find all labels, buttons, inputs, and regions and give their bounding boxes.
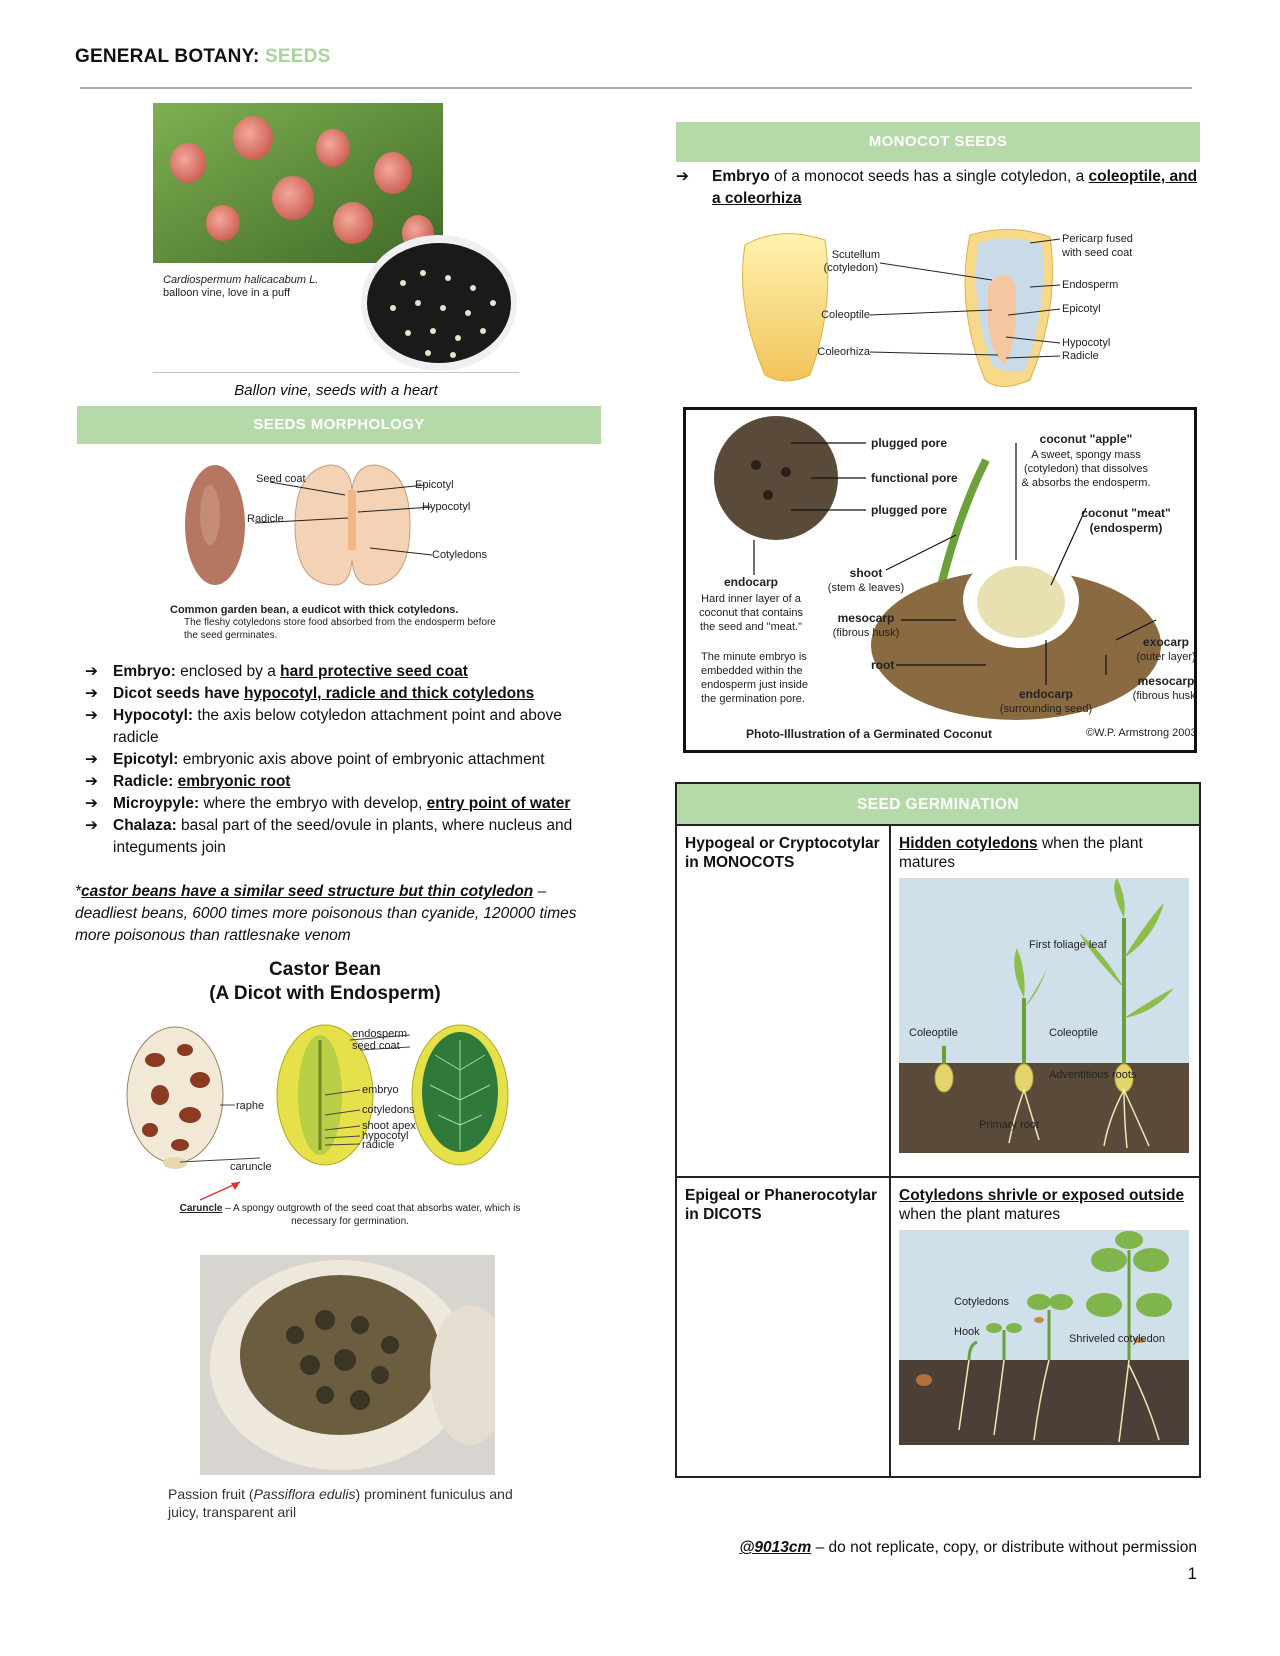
germination-monocot-desc: Hidden cotyledons when the plant matures First foliage leaf Coleoptile Coleoptile Adventitious roots Primary root <box>890 825 1200 1177</box>
bean-diagram <box>170 460 510 650</box>
coconut-label-endocarp-3: the seed and "meat." <box>700 621 802 633</box>
castor-label-caruncle: caruncle <box>230 1161 272 1173</box>
monocot-label-primary-root: Primary root <box>979 1119 1039 1131</box>
coconut-label-minute-1: The minute embryo is <box>701 651 807 663</box>
bean-label-hypocotyl: Hypocotyl <box>422 501 471 513</box>
bean-figure <box>170 460 510 650</box>
corn-kernel-diagram <box>730 225 1150 395</box>
balloon-caption: Ballon vine, seeds with a heart <box>234 382 438 399</box>
balloon-vine-figure <box>153 103 519 373</box>
corn-label-coleorhiza: Coleorhiza <box>817 346 870 358</box>
dicot-label-shriveled: Shriveled cotyledon <box>1069 1333 1166 1345</box>
castor-title <box>150 958 500 1006</box>
dicot-label-hook: Hook <box>954 1326 980 1338</box>
monocot-label-coleoptile-right: Coleoptile <box>1049 1027 1098 1039</box>
germination-row-dicot <box>676 1177 1200 1477</box>
footer-notice <box>680 1539 1197 1557</box>
coconut-label-shoot: shoot <box>849 566 883 580</box>
corn-label-coleoptile: Coleoptile <box>821 309 870 321</box>
title-prefix: GENERAL BOTANY: <box>75 46 266 67</box>
corn-label-pericarp: Pericarp fused <box>1062 233 1133 245</box>
monocot-label-adventitious: Adventitious roots <box>1049 1069 1137 1081</box>
balloon-vine-illustration <box>153 103 519 373</box>
corn-label-scutellum: Scutellum <box>831 249 880 261</box>
bean-label-seed-coat: Seed coat <box>256 473 306 485</box>
coconut-photo-title: Photo-Illustration of a Germinated Coconut <box>746 727 992 741</box>
coconut-label-mesocarp: mesocarp <box>837 611 895 625</box>
coconut-label-apple-title: coconut "apple" <box>1039 432 1133 446</box>
castor-label-raphe: raphe <box>236 1100 265 1112</box>
footer-handle[interactable]: @9013cm <box>739 1539 812 1556</box>
coconut-label-shoot-2: (stem & leaves) <box>827 582 905 594</box>
castor-label-seed-coat: seed coat <box>352 1040 400 1052</box>
balloon-species-label: Cardiospermum halicacabum L. <box>163 274 319 286</box>
bullet-radicle: ➔ Radicle: embryonic root <box>85 773 291 790</box>
monocot-seeds-band: MONOCOT SEEDS <box>676 122 1200 162</box>
corn-label-epicotyl: Epicotyl <box>1062 303 1101 315</box>
coconut-label-mesocarp-b2: (fibrous husk) <box>1132 690 1194 702</box>
dicot-label-cotyledons: Cotyledons <box>954 1296 1010 1308</box>
bullet-hypocotyl: ➔ Hypocotyl: the axis below cotyledon attachment point and above radicle <box>85 707 562 746</box>
germination-table <box>675 782 1201 1478</box>
corn-kernel-figure <box>730 225 1150 395</box>
castor-note: *castor beans have a similar seed structure but thin cotyledon – deadliest beans, 6000 times more poisonous than cyanide, 120000 times more poisonous than rattlesnake venom <box>75 883 577 944</box>
coconut-diagram <box>686 410 1194 750</box>
castor-label-shoot-apex: shoot apex <box>362 1120 416 1132</box>
monocot-bullet: ➔ Embryo of a monocot seeds has a single cotyledon, a coleoptile, and a coleorhiza <box>676 168 1198 207</box>
passion-fruit-photo <box>200 1255 495 1475</box>
coconut-label-endocarp-1: Hard inner layer of a <box>701 593 801 605</box>
caruncle-caption: Caruncle – A spongy outgrowth of the seed coat that absorbs water, which is necessary for germination. <box>179 1203 521 1227</box>
bean-label-cotyledons: Cotyledons <box>432 549 488 561</box>
coconut-credit: ©W.P. Armstrong 2003 <box>1086 727 1194 739</box>
page-number: 1 <box>1187 1564 1197 1583</box>
castor-diagram <box>120 1020 540 1230</box>
passion-caption: Passion fruit (Passiflora edulis) prominent funiculus and juicy, transparent aril <box>168 1486 513 1520</box>
castor-label-radicle: radicle <box>362 1139 395 1151</box>
bullet-chalaza: ➔ Chalaza: basal part of the seed/ovule in plants, where nucleus and integuments join <box>85 817 573 856</box>
bean-caption-2: The fleshy cotyledons store food absorbed from the endosperm before the seed germinates. <box>184 617 496 641</box>
coconut-label-mesocarp-2: (fibrous husk) <box>832 627 900 639</box>
morphology-bullets <box>75 661 605 859</box>
corn-label-endosperm: Endosperm <box>1062 279 1119 291</box>
coconut-label-minute-2: embedded within the <box>701 665 803 677</box>
castor-title-2: (A Dicot with Endosperm) <box>209 983 441 1004</box>
seeds-morphology-band: SEEDS MORPHOLOGY <box>77 406 601 444</box>
germination-dicot-type: Epigeal or Phanerocotylar in DICOTS <box>676 1177 890 1477</box>
coconut-figure <box>683 407 1197 753</box>
bean-label-epicotyl: Epicotyl <box>415 479 454 491</box>
passion-fruit-illustration <box>200 1255 495 1475</box>
bullet-dicot: ➔ Dicot seeds have hypocotyl, radicle and thick cotyledons <box>85 685 535 702</box>
footer-text: – do not replicate, copy, or distribute without permission <box>811 1539 1197 1556</box>
germination-dicot-desc: Cotyledons shrivle or exposed outside when the plant matures Cotyledons Hook Shriveled cotyledon <box>890 1177 1200 1477</box>
castor-title-1: Castor Bean <box>269 959 381 980</box>
castor-figure <box>120 1020 540 1230</box>
coconut-label-endocarp-2: coconut that contains <box>699 607 803 619</box>
bullet-embryo: ➔ Embryo: enclosed by a hard protective seed coat <box>85 663 468 680</box>
bullet-micropyle: ➔ Microypyle: where the embryo with develop, entry point of water <box>85 795 571 812</box>
title-accent: SEEDS <box>265 46 331 67</box>
germination-band: SEED GERMINATION <box>676 783 1200 825</box>
coconut-label-endocarp-b2: (surrounding seed) <box>999 703 1093 715</box>
coconut-label-apple-3: & absorbs the endosperm. <box>1021 477 1151 489</box>
bean-label-radicle: Radicle <box>247 513 284 525</box>
coconut-label-minute-4: the germination pore. <box>701 693 805 705</box>
castor-label-hypocotyl: hypocotyl <box>362 1130 409 1142</box>
coconut-label-plugged-1: plugged pore <box>871 436 947 450</box>
corn-label-hypocotyl: Hypocotyl <box>1062 337 1111 349</box>
corn-label-cotyledon: (cotyledon) <box>823 262 878 274</box>
corn-label-radicle: Radicle <box>1062 350 1099 362</box>
corn-label-pericarp-2: with seed coat <box>1062 247 1133 259</box>
coconut-label-endocarp-b: endocarp <box>1018 687 1074 701</box>
coconut-label-meat-1: coconut "meat" <box>1081 506 1171 520</box>
coconut-label-meat-2: (endosperm) <box>1089 521 1163 535</box>
coconut-label-mesocarp-b: mesocarp <box>1137 674 1194 688</box>
balloon-common-label: balloon vine, love in a puff <box>163 287 290 299</box>
coconut-label-exocarp-2: (outer layer) <box>1136 651 1194 663</box>
germination-row-monocot <box>676 825 1200 1177</box>
coconut-label-plugged-2: plugged pore <box>871 503 947 517</box>
page-title <box>75 46 330 68</box>
castor-label-cotyledons: cotyledons <box>362 1104 415 1116</box>
castor-label-embryo: embryo <box>362 1084 399 1096</box>
coconut-label-minute-3: endosperm just inside <box>701 679 809 691</box>
coconut-label-apple-2: (cotyledon) that dissolves <box>1023 463 1149 475</box>
coconut-label-endocarp: endocarp <box>723 575 779 589</box>
dicot-germination-diagram <box>899 1230 1189 1445</box>
monocot-label-coleoptile-left: Coleoptile <box>909 1027 958 1039</box>
monocot-label-first-leaf: First foliage leaf <box>1029 939 1107 951</box>
castor-label-endosperm: endosperm <box>352 1028 408 1040</box>
coconut-label-apple-1: A sweet, spongy mass <box>1031 449 1141 461</box>
coconut-label-functional: functional pore <box>871 471 958 485</box>
coconut-label-exocarp: exocarp <box>1142 635 1190 649</box>
bullet-epicotyl: ➔ Epicotyl: embryonic axis above point of embryonic attachment <box>85 751 545 768</box>
monocot-germination-diagram <box>899 878 1189 1153</box>
germination-section <box>675 782 1201 1478</box>
coconut-label-root: root <box>871 658 895 672</box>
header-divider <box>80 87 1192 89</box>
bean-caption-1: Common garden bean, a eudicot with thick cotyledons. <box>170 604 459 616</box>
germination-monocot-type: Hypogeal or Cryptocotylar in MONOCOTS <box>676 825 890 1177</box>
